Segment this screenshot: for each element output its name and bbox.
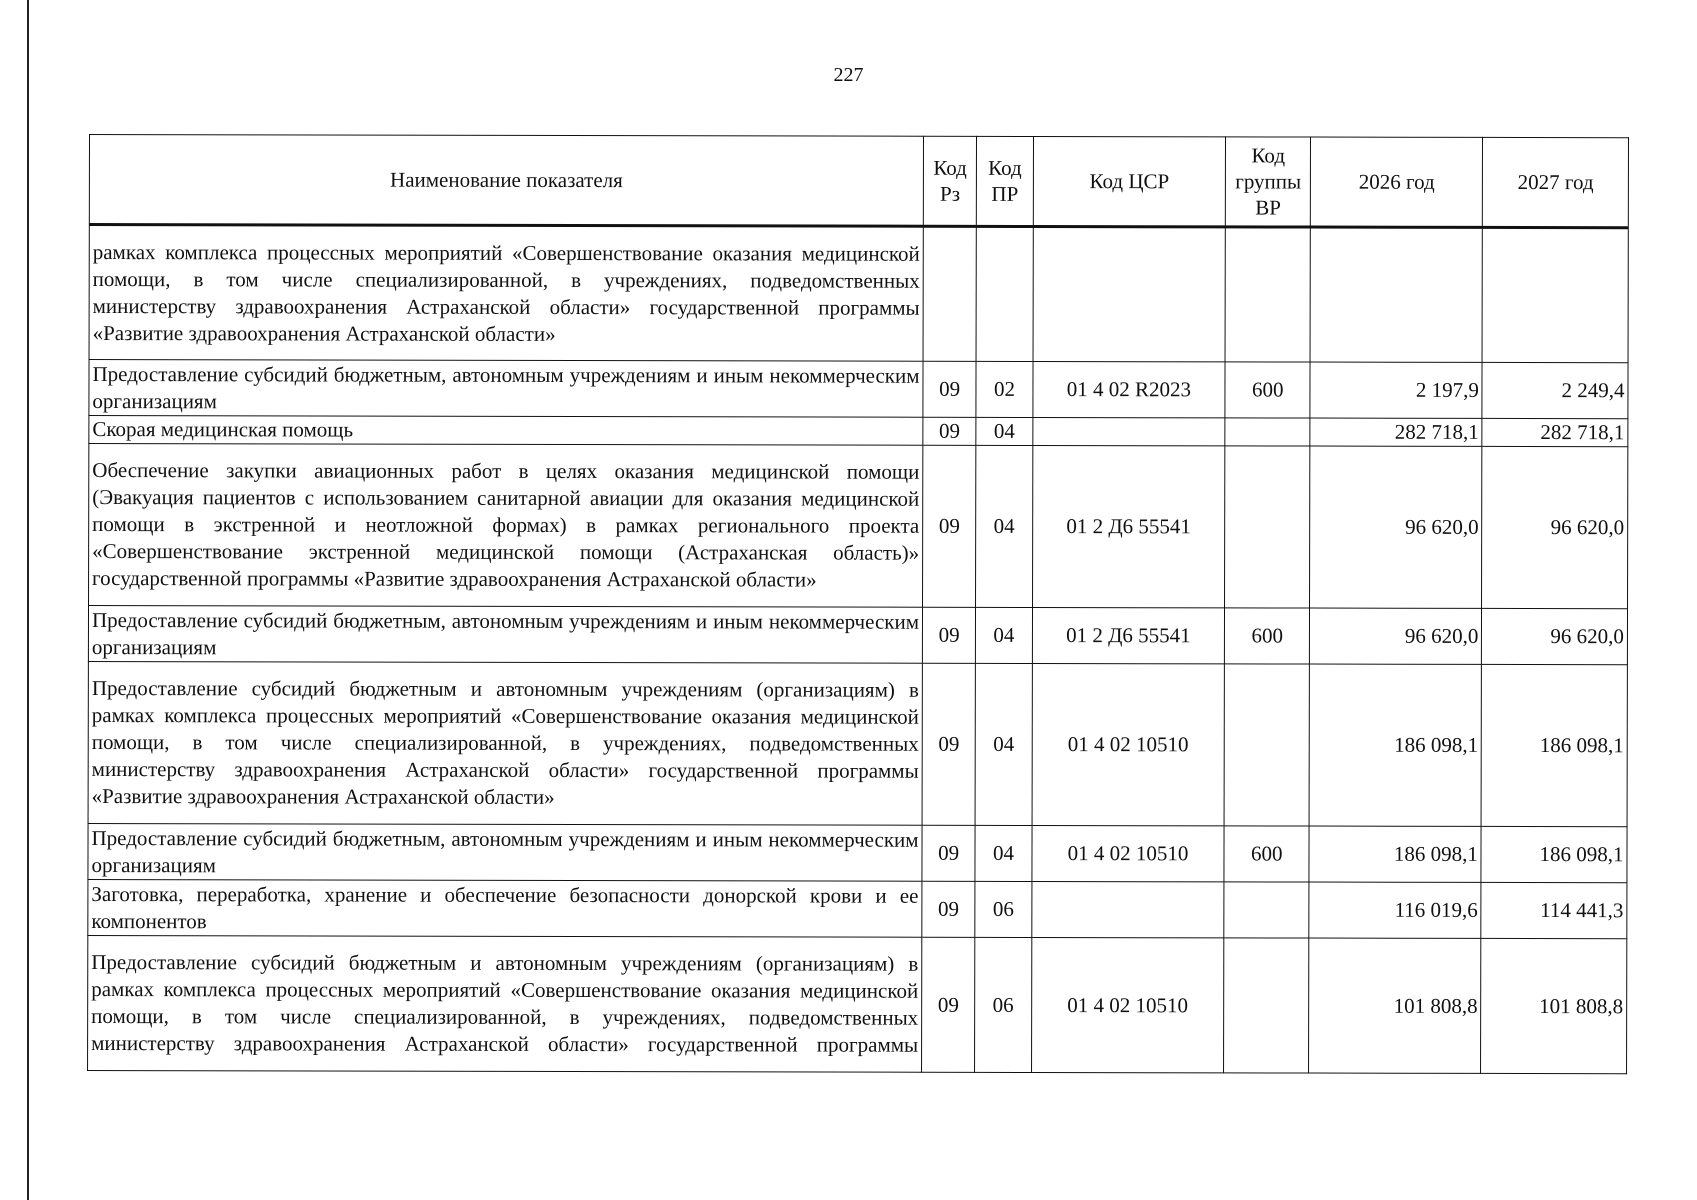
table-row bbox=[89, 444, 1628, 609]
table-row bbox=[88, 606, 1627, 665]
row-2026: 101 808,8 bbox=[1309, 938, 1481, 1073]
row-rz: 09 bbox=[923, 361, 976, 417]
row-csr: 01 4 02 10510 bbox=[1031, 937, 1224, 1072]
row-csr: 01 2 Д6 55541 bbox=[1032, 607, 1225, 663]
row-pr: 04 bbox=[975, 663, 1032, 825]
row-vr bbox=[1225, 446, 1310, 608]
row-csr: 01 4 02 10510 bbox=[1032, 663, 1225, 825]
row-name: Предоставление субсидий бюджетным, автономным учреждениям и иным некоммерческим организациям bbox=[88, 823, 922, 881]
row-vr bbox=[1224, 664, 1309, 826]
row-rz: 09 bbox=[923, 445, 977, 607]
row-pr: 06 bbox=[975, 881, 1031, 937]
header-name: Наименование показателя bbox=[89, 135, 923, 227]
row-2026 bbox=[1310, 227, 1482, 362]
row-2026: 116 019,6 bbox=[1309, 882, 1481, 938]
row-pr: 06 bbox=[975, 937, 1032, 1072]
row-name: Предоставление субсидий бюджетным и автономным учреждениям (организациям) в рамках комплекса процессных мероприятий «Совершенствование оказания медицинской помощи, в том числе специализированной, в учреждениях, подведомственных министерству здравоохранения Астраханской области» государственной программы «Развитие здравоохранения Астраханской области» bbox=[88, 661, 922, 825]
row-rz: 09 bbox=[922, 881, 975, 937]
row-2026: 186 098,1 bbox=[1309, 664, 1481, 826]
row-2027 bbox=[1482, 227, 1628, 362]
row-vr bbox=[1225, 418, 1310, 446]
row-rz bbox=[923, 226, 977, 361]
row-csr: 01 2 Д6 55541 bbox=[1032, 445, 1225, 607]
row-2026: 2 197,9 bbox=[1310, 362, 1482, 418]
row-csr bbox=[1031, 881, 1224, 937]
row-rz: 09 bbox=[923, 417, 976, 445]
row-pr: 02 bbox=[976, 361, 1032, 417]
row-rz: 09 bbox=[922, 663, 976, 825]
table-row bbox=[88, 661, 1627, 826]
row-2027: 282 718,1 bbox=[1482, 418, 1628, 446]
row-name: Предоставление субсидий бюджетным, автономным учреждениям и иным некоммерческим организациям bbox=[89, 360, 923, 418]
row-rz: 09 bbox=[922, 937, 976, 1072]
row-name: Обеспечение закупки авиационных работ в целях оказания медицинской помощи (Эвакуация пациентов с использованием санитарной авиации для оказания медицинской помощи в экстренной и неотложной формах) в рамках регионального проекта «Совершенствование экстренной медицинской помощи (Астраханская область)» государственной программы «Развитие здравоохранения Астраханской области» bbox=[89, 444, 923, 608]
row-name: Скорая медицинская помощь bbox=[89, 416, 923, 446]
table-row bbox=[88, 879, 1627, 938]
row-2027: 114 441,3 bbox=[1481, 882, 1627, 938]
row-csr: 01 4 02 R2023 bbox=[1033, 361, 1226, 417]
header-pr: Код ПР bbox=[977, 136, 1034, 226]
row-csr bbox=[1033, 417, 1226, 445]
row-vr bbox=[1224, 938, 1309, 1073]
header-2027: 2027 год bbox=[1483, 137, 1629, 227]
row-csr bbox=[1033, 226, 1226, 361]
page-number: 227 bbox=[833, 64, 864, 86]
row-2026: 96 620,0 bbox=[1310, 608, 1482, 664]
budget-table bbox=[87, 134, 1629, 1074]
header-2026: 2026 год bbox=[1311, 137, 1483, 227]
table-header-row bbox=[89, 135, 1628, 228]
row-2027: 101 808,8 bbox=[1481, 938, 1627, 1073]
row-csr: 01 4 02 10510 bbox=[1032, 825, 1225, 881]
row-vr bbox=[1224, 882, 1309, 938]
row-vr: 600 bbox=[1225, 608, 1310, 664]
row-2027: 186 098,1 bbox=[1481, 826, 1627, 882]
row-pr: 04 bbox=[976, 417, 1032, 445]
row-rz: 09 bbox=[922, 825, 975, 881]
table-row bbox=[89, 416, 1628, 447]
table-row bbox=[89, 360, 1628, 419]
row-rz: 09 bbox=[922, 607, 975, 663]
row-2027: 96 620,0 bbox=[1482, 608, 1628, 664]
row-pr bbox=[976, 226, 1033, 361]
table-row bbox=[89, 225, 1628, 363]
header-vr: Код группы ВР bbox=[1226, 137, 1311, 227]
row-2026: 186 098,1 bbox=[1309, 826, 1481, 882]
row-2027: 186 098,1 bbox=[1481, 664, 1627, 826]
row-vr: 600 bbox=[1224, 826, 1309, 882]
table-row bbox=[88, 823, 1627, 882]
row-2027: 2 249,4 bbox=[1482, 362, 1628, 418]
row-2027: 96 620,0 bbox=[1482, 446, 1628, 608]
row-pr: 04 bbox=[976, 445, 1033, 607]
row-2026: 96 620,0 bbox=[1310, 446, 1482, 608]
header-rz: Код Рз bbox=[923, 136, 976, 226]
row-pr: 04 bbox=[976, 607, 1032, 663]
row-name: Заготовка, переработка, хранение и обеспечение безопасности донорской крови и ее компонентов bbox=[88, 879, 922, 937]
binding-edge-line bbox=[27, 0, 29, 1200]
row-pr: 04 bbox=[975, 825, 1031, 881]
row-name: Предоставление субсидий бюджетным, автономным учреждениям и иным некоммерческим организациям bbox=[88, 606, 922, 664]
table-row bbox=[88, 935, 1627, 1073]
row-name: рамках комплекса процессных мероприятий «Совершенствование оказания медицинской помощи, в том числе специализированной, в учреждениях, подведомственных министерству здравоохранения Астраханской области» государственной программы «Развитие здравоохранения Астраханской области» bbox=[89, 225, 923, 362]
row-name: Предоставление субсидий бюджетным и автономным учреждениям (организациям) в рамках комплекса процессных мероприятий «Совершенствование оказания медицинской помощи, в том числе специализированной, в учреждениях, подведомственных министерству здравоохранения Астраханской области» государственной программы bbox=[88, 935, 922, 1072]
row-vr: 600 bbox=[1225, 362, 1310, 418]
header-csr: Код ЦСР bbox=[1033, 136, 1226, 226]
row-vr bbox=[1225, 227, 1310, 362]
row-2026: 282 718,1 bbox=[1310, 418, 1482, 446]
